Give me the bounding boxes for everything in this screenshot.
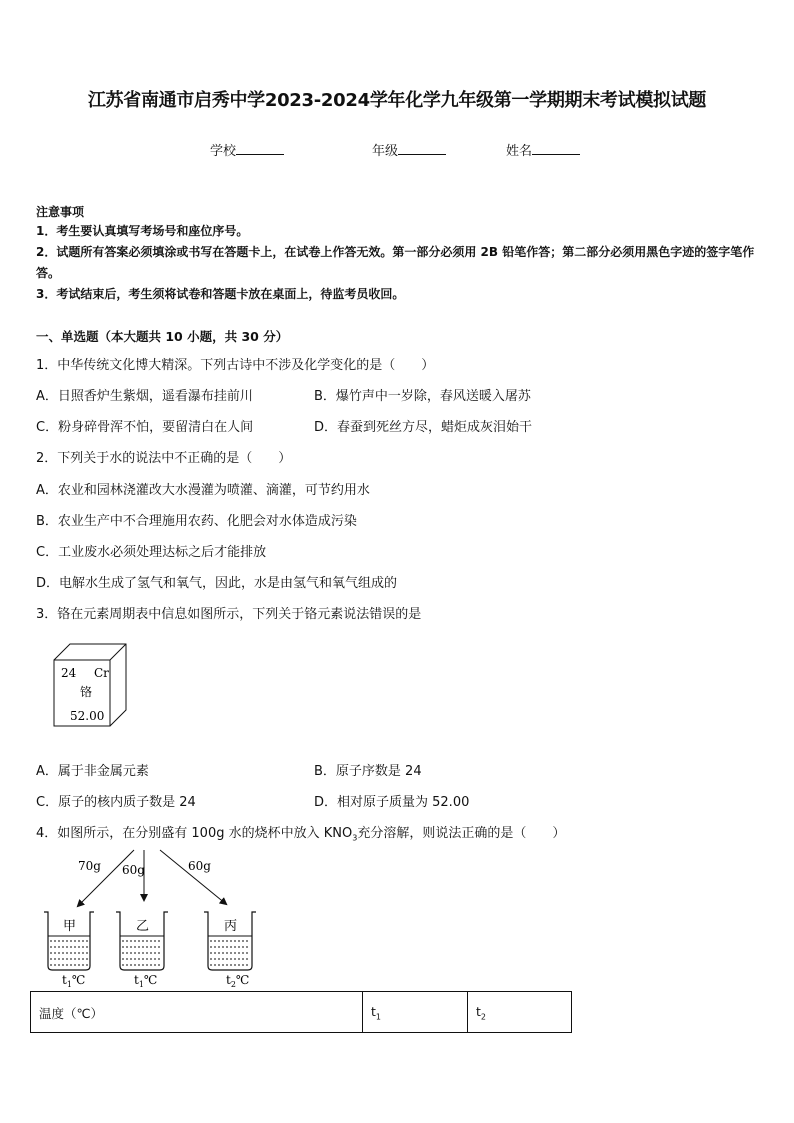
- q3-option-d[interactable]: D．相对原子质量为 52.00: [314, 795, 470, 810]
- grade-label: 年级: [372, 144, 399, 159]
- temperature-table: [30, 991, 572, 1033]
- school-blank[interactable]: [236, 141, 284, 155]
- q4-stem-subscript: 3: [352, 833, 358, 843]
- element-tile-diagram: [50, 640, 130, 730]
- beaker-label-3: 丙: [224, 919, 238, 934]
- q2-option-a[interactable]: A．农业和园林浇灌改大水漫灌为喷灌、滴灌，可节约用水: [36, 483, 370, 498]
- school-label: 学校: [210, 144, 237, 159]
- q3-option-c[interactable]: C．原子的核内质子数是 24: [36, 795, 196, 810]
- q2-option-c[interactable]: C．工业废水必须处理达标之后才能排放: [36, 545, 267, 560]
- note-item-3: 3．考试结束后，考生须将试卷和答题卡放在桌面上，待监考员收回。: [36, 287, 405, 301]
- q1-stem: 1．中华传统文化博大精深。下列古诗中不涉及化学变化的是（ ）: [36, 358, 435, 373]
- mass-label-1: 70g: [78, 859, 101, 873]
- note-item-1: 1．考生要认真填写考场号和座位序号。: [36, 224, 249, 238]
- element-mass: 52.00: [70, 709, 105, 723]
- element-number: 24: [61, 666, 77, 680]
- beaker-2: [116, 912, 168, 970]
- beaker-label-1: 甲: [63, 919, 77, 934]
- mass-label-2: 60g: [122, 863, 145, 877]
- table-cell-t1: $t_1$: [363, 992, 468, 1032]
- name-field[interactable]: [506, 140, 580, 159]
- q4-stem: [36, 822, 565, 843]
- q1-option-d[interactable]: D．春蚕到死丝方尽，蜡炬成灰泪始干: [314, 420, 533, 435]
- q2-option-b[interactable]: B．农业生产中不合理施用农药、化肥会对水体造成污染: [36, 514, 357, 529]
- exam-title: 江苏省南通市启秀中学2023-2024学年化学九年级第一学期期末考试模拟试题: [87, 90, 707, 111]
- section-heading: 一、单选题（本大题共 10 小题，共 30 分）: [36, 329, 289, 344]
- mass-label-3: 60g: [188, 859, 211, 873]
- q3-stem: 3．铬在元素周期表中信息如图所示，下列关于铬元素说法错误的是: [36, 607, 422, 622]
- q2-stem: 2．下列关于水的说法中不正确的是（ ）: [36, 451, 292, 466]
- element-tile-edge: [110, 644, 126, 660]
- table-cell-t2: $t_2$: [476, 1004, 486, 1022]
- grade-blank[interactable]: [398, 141, 446, 155]
- school-field[interactable]: [210, 140, 284, 159]
- q3-option-b[interactable]: B．原子序数是 24: [314, 764, 422, 779]
- note-item-2: 2．试题所有答案必须填涂或书写在答题卡上，在试卷上作答无效。第一部分必须用 2B 铅笔作答；第二部分必须用黑色字迹的签字笔作答。: [36, 245, 755, 280]
- q1-option-c[interactable]: C．粉身碎骨浑不怕，要留清白在人间: [36, 420, 254, 435]
- notes-heading: 注意事项: [36, 205, 85, 219]
- beaker-label-2: 乙: [136, 919, 150, 934]
- temp-label-2: $t_1℃$: [134, 973, 158, 988]
- beaker-1: [44, 912, 94, 970]
- beaker-3: [204, 912, 256, 970]
- q2-option-d[interactable]: D．电解水生成了氢气和氧气，因此，水是由氢气和氧气组成的: [36, 576, 398, 591]
- q4-stem-tail: 充分溶解，则说法正确的是（ ）: [357, 826, 566, 841]
- temp-label-3: $t_2℃$: [226, 973, 250, 988]
- temp-label-1: $t_1℃$: [62, 973, 86, 988]
- table-header-cell: 温度（℃）: [31, 992, 363, 1032]
- q4-stem-text: 4．如图所示，在分别盛有 100g 水的烧杯中放入 KNO: [36, 826, 353, 841]
- name-blank[interactable]: [532, 141, 580, 155]
- name-label: 姓名: [506, 144, 533, 159]
- q3-option-a[interactable]: A．属于非金属元素: [36, 764, 149, 779]
- grade-field[interactable]: [372, 140, 446, 159]
- q1-option-a[interactable]: A．日照香炉生紫烟，遥看瀑布挂前川: [36, 389, 253, 404]
- beakers-diagram: [36, 848, 276, 988]
- q1-option-b[interactable]: B．爆竹声中一岁除，春风送暖入屠苏: [314, 389, 531, 404]
- element-symbol: Cr: [94, 666, 109, 680]
- element-name: 铬: [80, 685, 93, 699]
